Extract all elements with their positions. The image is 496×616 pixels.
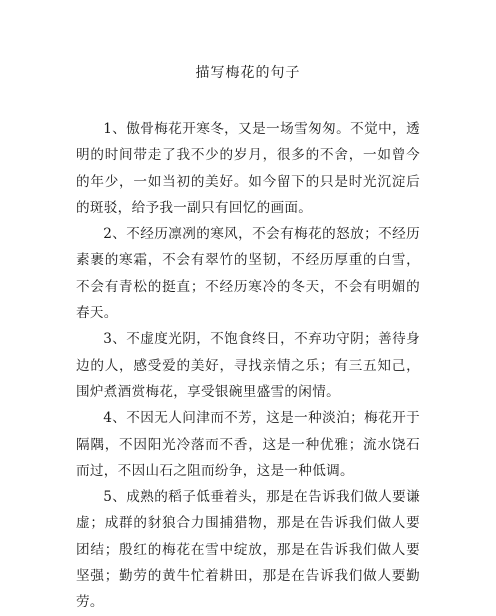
paragraph-1: 1、傲骨梅花开寒冬，又是一场雪匆匆。不觉中，透明的时间带走了我不少的岁月，很多的不舍，一如曾今的年少，一如当初的美好。如今留下的只是时光沉淀后的斑驳，给予我一副只有回忆的画面。 [76, 121, 420, 216]
document-body [76, 116, 420, 616]
paragraph-3: 3、不虚度光阴，不饱食终日，不弃功守阴；善待身边的人，感受爱的美好，寻找亲情之乐；有三五知己，围炉煮酒赏梅花，享受银碗里盛雪的闲情。 [76, 331, 420, 400]
paragraph-2: 2、不经历凛冽的寒风，不会有梅花的怒放；不经历素裹的寒霜，不会有翠竹的坚韧，不经历厚重的白雪，不会有青松的挺直；不经历寒冷的冬天，不会有明媚的春天。 [76, 226, 420, 322]
paragraph-4: 4、不因无人问津而不芳，这是一种淡泊；梅花开于隔隅，不因阳光冷落而不香，这是一种优雅；流水饶石而过，不因山石之阻而纷争，这是一种低调。 [76, 410, 420, 479]
document-title: 描写梅花的句子 [195, 65, 301, 81]
paragraph-5: 5、成熟的稻子低垂着头，那是在告诉我们做人要谦虚；成群的豺狼合力围捕猎物，那是在告诉我们做人要团结；殷红的梅花在雪中绽放，那是在告诉我们做人要坚强；勤劳的黄牛忙着耕田，那是在告诉我们做人要勤劳。 [76, 489, 420, 611]
